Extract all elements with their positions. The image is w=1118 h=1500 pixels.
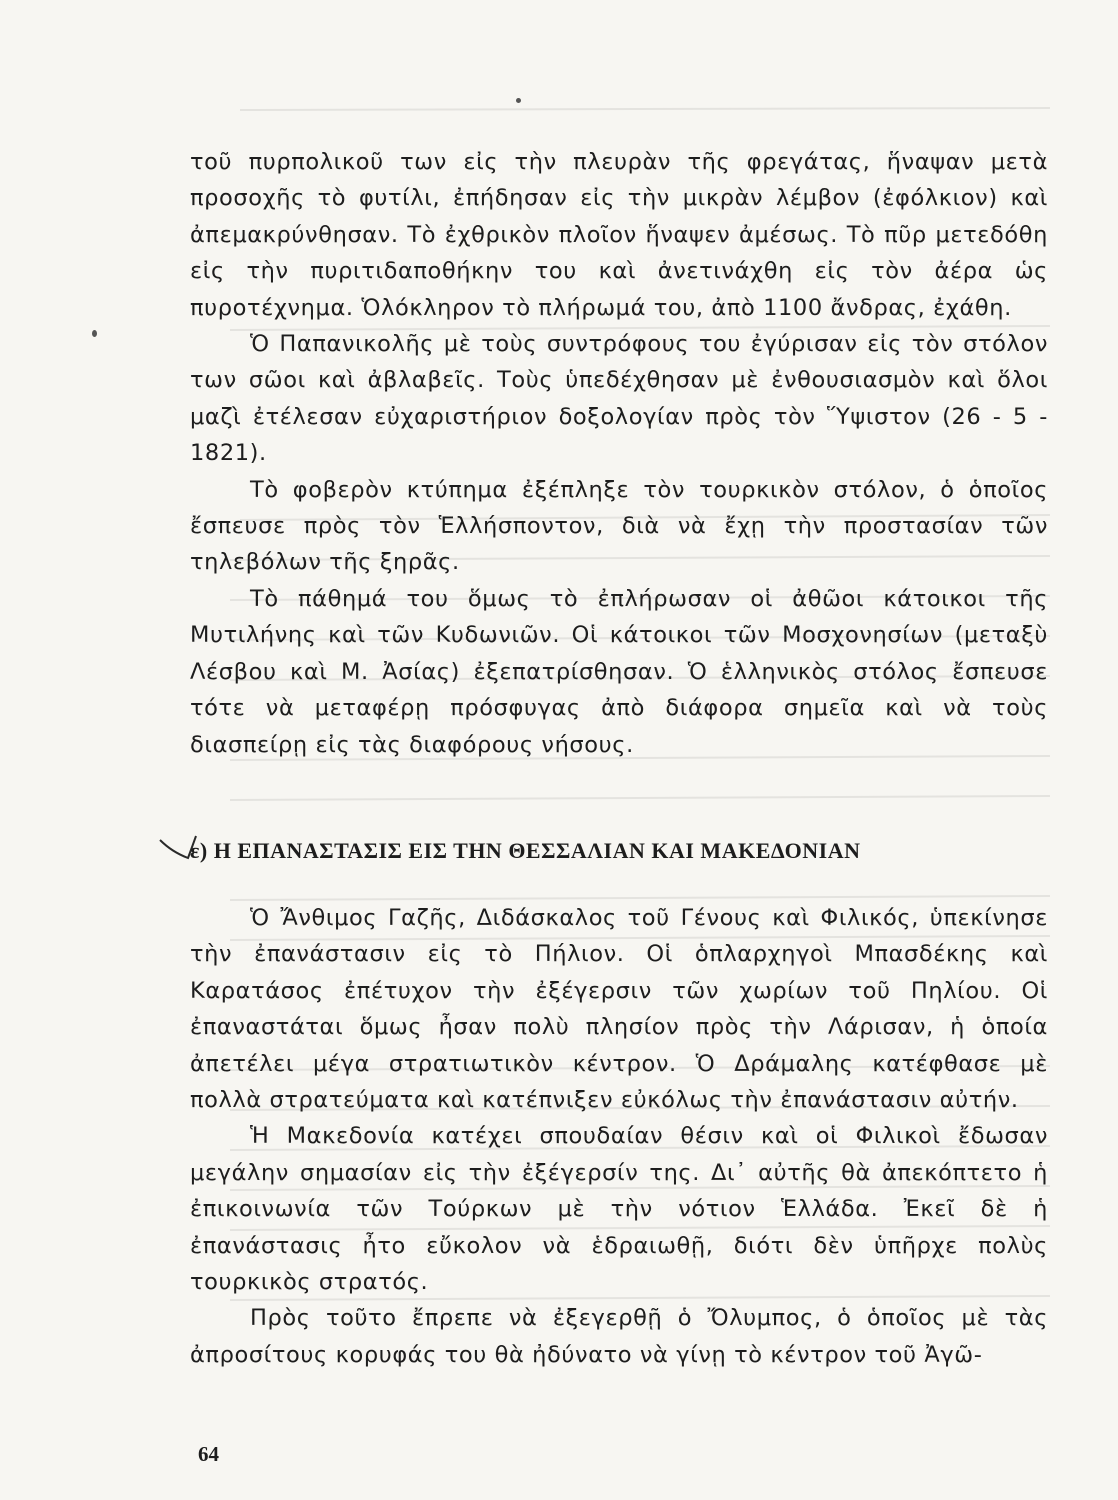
paragraph-1: τοῦ πυρπολικοῦ των εἰς τὴν πλευρὰν τῆς φρεγάτας, ἥναψαν μετὰ προσοχῆς τὸ φυτίλι, ἐπήδησαν εἰς τὴν μικρὰν λέμβον (ἐφόλκιον) καὶ ἀπεμακρύνθησαν. Τὸ ἐχθρικὸν πλοῖον ἥναψεν ἀμέσως. Τὸ πῦρ μετεδόθη εἰς τὴν πυριτιδαποθήκην του καὶ ἀνετινάχθη εἰς τὸν ἀέρα ὡς πυροτέχνημα. Ὁλόκληρον τὸ πλήρωμά του, ἀπὸ 1100 ἄνδρας, ἐχάθη. bbox=[190, 149, 1048, 321]
text-block-top bbox=[190, 144, 1048, 763]
paragraph-5: Ὁ Ἄνθιμος Γαζῆς, Διδάσκαλος τοῦ Γένους καὶ Φιλικός, ὑπεκίνησε τὴν ἐπανάστασιν εἰς τὸ Πήλιον. Οἱ ὁπλαρχηγοὶ Μπασδέκης καὶ Καρατάσος ἐπέτυχον τὴν ἐξέγερσιν τῶν χωρίων τοῦ Πηλίου. Οἱ ἐπαναστάται ὅμως ἦσαν πολὺ πλησίον πρὸς τὴν Λάρισαν, ἡ ὁποία ἀπετέλει μέγα στρατιωτικὸν κέντρον. Ὁ Δράμαλης κατέφθασε μὲ πολλὰ στρατεύματα καὶ κατέπνιξεν εὐκόλως τὴν ἐπανάστασιν αὐτήν. bbox=[190, 905, 1048, 1114]
page-number: 64 bbox=[198, 1442, 219, 1466]
paragraph-2: Ὁ Παπανικολῆς μὲ τοὺς συντρόφους του ἐγύρισαν εἰς τὸν στόλον των σῶοι καὶ ἀβλαβεῖς. Τοὺς ὑπεδέχθησαν μὲ ἐνθουσιασμὸν καὶ ὅλοι μαζὶ ἐτέλεσαν εὐχαριστήριον δοξολογίαν πρὸς τὸν Ὕψιστον (26 - 5 - 1821). bbox=[190, 331, 1048, 467]
paragraph-3: Τὸ φοβερὸν κτύπημα ἐξέπληξε τὸν τουρκικὸν στόλον, ὁ ὁποῖος ἔσπευσε πρὸς τὸν Ἑλλήσποντον, διὰ νὰ ἔχῃ τὴν προστασίαν τῶν τηλεβόλων τῆς ξηρᾶς. bbox=[190, 476, 1048, 576]
paragraph-4: Τὸ πάθημά του ὅμως τὸ ἐπλήρωσαν οἱ ἀθῶοι κάτοικοι τῆς Μυτιλήνης καὶ τῶν Κυδωνιῶν. Οἱ κάτοικοι τῶν Μοσχονησίων (μεταξὺ Λέσβου καὶ Μ. Ἀσίας) ἐξεπατρίσθησαν. Ὁ ἑλληνικὸς στόλος ἔσπευσε τότε νὰ μεταφέρῃ πρόσφυγας ἀπὸ διάφορα σημεῖα καὶ νὰ τοὺς διασπείρῃ εἰς τὰς διαφόρους νήσους. bbox=[190, 585, 1048, 758]
speck-mark bbox=[516, 98, 521, 103]
text-block-bottom bbox=[190, 900, 1048, 1373]
paragraph-6: Ἡ Μακεδονία κατέχει σπουδαίαν θέσιν καὶ οἱ Φιλικοὶ ἔδωσαν μεγάλην σημασίαν εἰς τὴν ἐξέγερσίν της. Δι᾽ αὐτῆς θὰ ἀπεκόπτετο ἡ ἐπικοινωνία τῶν Τούρκων μὲ τὴν νότιον Ἑλλάδα. Ἐκεῖ δὲ ἡ ἐπανάστασις ἦτο εὔκολον νὰ ἑδραιωθῇ, διότι δὲν ὑπῆρχε πολὺς τουρκικὸς στρατός. bbox=[190, 1123, 1048, 1296]
paragraph-7: Πρὸς τοῦτο ἔπρεπε νὰ ἐξεγερθῇ ὁ Ὄλυμπος, ὁ ὁποῖος μὲ τὰς ἀπροσίτους κορυφάς του θὰ ἠδύνατο νὰ γίνῃ τὸ κέντρον τοῦ Ἀγῶ- bbox=[190, 1305, 1048, 1368]
margin-mark bbox=[92, 330, 97, 337]
section-heading: ε) Η ΕΠΑΝΑΣΤΑΣΙΣ ΕΙΣ ΤΗΝ ΘΕΣΣΑΛΙΑΝ ΚΑΙ ΜΑΚΕΔΟΝΙΑΝ bbox=[190, 838, 861, 863]
